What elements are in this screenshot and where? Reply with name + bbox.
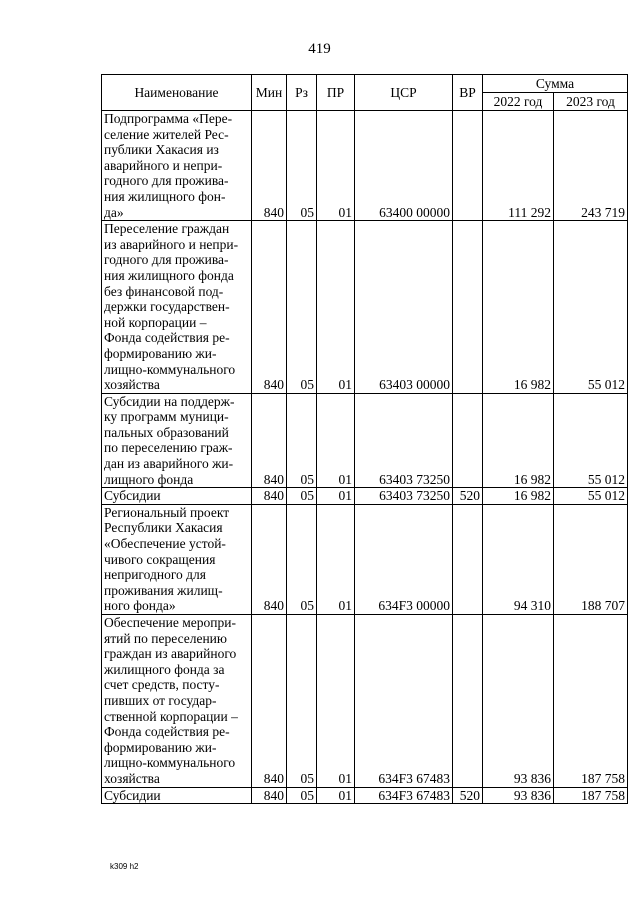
row-name-line: из аварийного и непри- — [104, 236, 239, 252]
row-name — [102, 504, 252, 614]
row-csr: 63400 00000 — [355, 111, 453, 221]
row-rz: 05 — [287, 488, 317, 505]
row-name-line: граждан из аварийного — [104, 646, 237, 662]
row-name-line: хозяйства — [104, 377, 160, 393]
row-csr: 63403 00000 — [355, 221, 453, 394]
row-name-line: Субсидии — [104, 787, 161, 803]
row-vr — [453, 393, 483, 488]
row-name-line: ного фонда» — [104, 598, 176, 614]
header-year-2023: 2023 год — [554, 93, 628, 111]
header-sum: Сумма — [483, 75, 628, 93]
row-amount-2023: 243 719 — [554, 111, 628, 221]
header-min: Мин — [252, 75, 287, 111]
table-row — [102, 488, 628, 505]
row-name — [102, 393, 252, 488]
row-name-line: формированию жи- — [104, 345, 217, 361]
row-name-line: Субсидии — [104, 488, 161, 504]
row-vr — [453, 221, 483, 394]
row-name-line: лищного фонда — [104, 471, 194, 487]
row-pr: 01 — [317, 615, 355, 788]
row-name-line: Фонда содействия ре- — [104, 330, 230, 346]
row-name — [102, 615, 252, 788]
row-rz: 05 — [287, 615, 317, 788]
row-name-line: ку программ муници- — [104, 409, 229, 425]
row-amount-2022: 16 982 — [483, 221, 554, 394]
table-row — [102, 787, 628, 804]
row-csr: 63403 73250 — [355, 488, 453, 505]
row-pr: 01 — [317, 393, 355, 488]
row-name-line: чивого сокращения — [104, 551, 216, 567]
row-min: 840 — [252, 504, 287, 614]
row-pr: 01 — [317, 488, 355, 505]
row-amount-2022: 16 982 — [483, 488, 554, 505]
row-name-line: жилищного фонда за — [104, 661, 225, 677]
row-rz: 05 — [287, 787, 317, 804]
row-name-line: ной корпорации – — [104, 314, 207, 330]
row-name-line: Республики Хакасия — [104, 520, 223, 536]
row-pr: 01 — [317, 221, 355, 394]
row-name-line: Переселение граждан — [104, 221, 230, 237]
row-pr: 01 — [317, 111, 355, 221]
row-name-line: пальных образований — [104, 424, 229, 440]
row-name — [102, 111, 252, 221]
row-vr — [453, 111, 483, 221]
row-name-line: Региональный проект — [104, 504, 230, 520]
table-row — [102, 111, 628, 221]
table-body — [102, 111, 628, 804]
table-row — [102, 615, 628, 788]
header-name: Наименование — [102, 75, 252, 111]
row-name-line: ятий по переселению — [104, 630, 227, 646]
row-name-line: лищно-коммунального — [104, 361, 236, 377]
row-name-line: ственной корпорации – — [104, 708, 238, 724]
row-name — [102, 787, 252, 804]
row-name-line: Субсидии на поддерж- — [104, 393, 235, 409]
row-name-line: хозяйства — [104, 770, 160, 786]
row-min: 840 — [252, 488, 287, 505]
row-amount-2022: 111 292 — [483, 111, 554, 221]
row-amount-2022: 94 310 — [483, 504, 554, 614]
row-min: 840 — [252, 111, 287, 221]
row-min: 840 — [252, 787, 287, 804]
row-name-line: аварийного и непри- — [104, 157, 223, 173]
footer-code: k309 h2 — [110, 862, 139, 871]
row-pr: 01 — [317, 504, 355, 614]
header-year-2022: 2022 год — [483, 93, 554, 111]
row-name-line: годного для прожива- — [104, 173, 229, 189]
row-name-line: селение жителей Рес- — [104, 126, 229, 142]
row-vr: 520 — [453, 787, 483, 804]
row-rz: 05 — [287, 111, 317, 221]
budget-table — [101, 74, 628, 804]
row-name — [102, 488, 252, 505]
row-csr: 634F3 67483 — [355, 615, 453, 788]
row-amount-2022: 93 836 — [483, 787, 554, 804]
header-pr: ПР — [317, 75, 355, 111]
row-name-line: публики Хакасия из — [104, 142, 219, 158]
row-name-line: ния жилищного фонда — [104, 267, 234, 283]
row-amount-2023: 55 012 — [554, 488, 628, 505]
row-name-line: годного для прожива- — [104, 252, 229, 268]
page-number: 419 — [308, 41, 331, 57]
row-name-line: да» — [104, 204, 124, 220]
row-name-line: Подпрограмма «Пере- — [104, 111, 233, 126]
row-amount-2023: 188 707 — [554, 504, 628, 614]
row-name-line: дан из аварийного жи- — [104, 456, 234, 472]
header-vr: ВР — [453, 75, 483, 111]
row-amount-2023: 187 758 — [554, 787, 628, 804]
row-name-line: проживания жилищ- — [104, 582, 223, 598]
row-rz: 05 — [287, 393, 317, 488]
row-min: 840 — [252, 221, 287, 394]
row-min: 840 — [252, 615, 287, 788]
row-name-line: счет средств, посту- — [104, 677, 220, 693]
row-amount-2022: 16 982 — [483, 393, 554, 488]
row-name-line: Обеспечение меропри- — [104, 615, 236, 630]
row-pr: 01 — [317, 787, 355, 804]
row-name-line: Фонда содействия ре- — [104, 724, 230, 740]
row-name-line: ния жилищного фон- — [104, 188, 226, 204]
row-rz: 05 — [287, 504, 317, 614]
row-name-line: держки государствен- — [104, 299, 230, 315]
row-name — [102, 221, 252, 394]
row-name-line: непригодного для — [104, 567, 206, 583]
table-row — [102, 504, 628, 614]
table-row — [102, 393, 628, 488]
row-min: 840 — [252, 393, 287, 488]
row-csr: 634F3 67483 — [355, 787, 453, 804]
table-row — [102, 221, 628, 394]
row-vr: 520 — [453, 488, 483, 505]
header-rz: Рз — [287, 75, 317, 111]
row-name-line: лищно-коммунального — [104, 755, 236, 771]
row-amount-2023: 187 758 — [554, 615, 628, 788]
row-rz: 05 — [287, 221, 317, 394]
row-name-line: без финансовой под- — [104, 283, 224, 299]
row-name-line: пивших от государ- — [104, 692, 217, 708]
row-vr — [453, 615, 483, 788]
row-amount-2023: 55 012 — [554, 221, 628, 394]
row-csr: 63403 73250 — [355, 393, 453, 488]
row-csr: 634F3 00000 — [355, 504, 453, 614]
row-name-line: формированию жи- — [104, 739, 217, 755]
row-amount-2023: 55 012 — [554, 393, 628, 488]
row-name-line: «Обеспечение устой- — [104, 536, 226, 552]
row-vr — [453, 504, 483, 614]
row-amount-2022: 93 836 — [483, 615, 554, 788]
row-name-line: по переселению граж- — [104, 440, 233, 456]
header-csr: ЦСР — [355, 75, 453, 111]
